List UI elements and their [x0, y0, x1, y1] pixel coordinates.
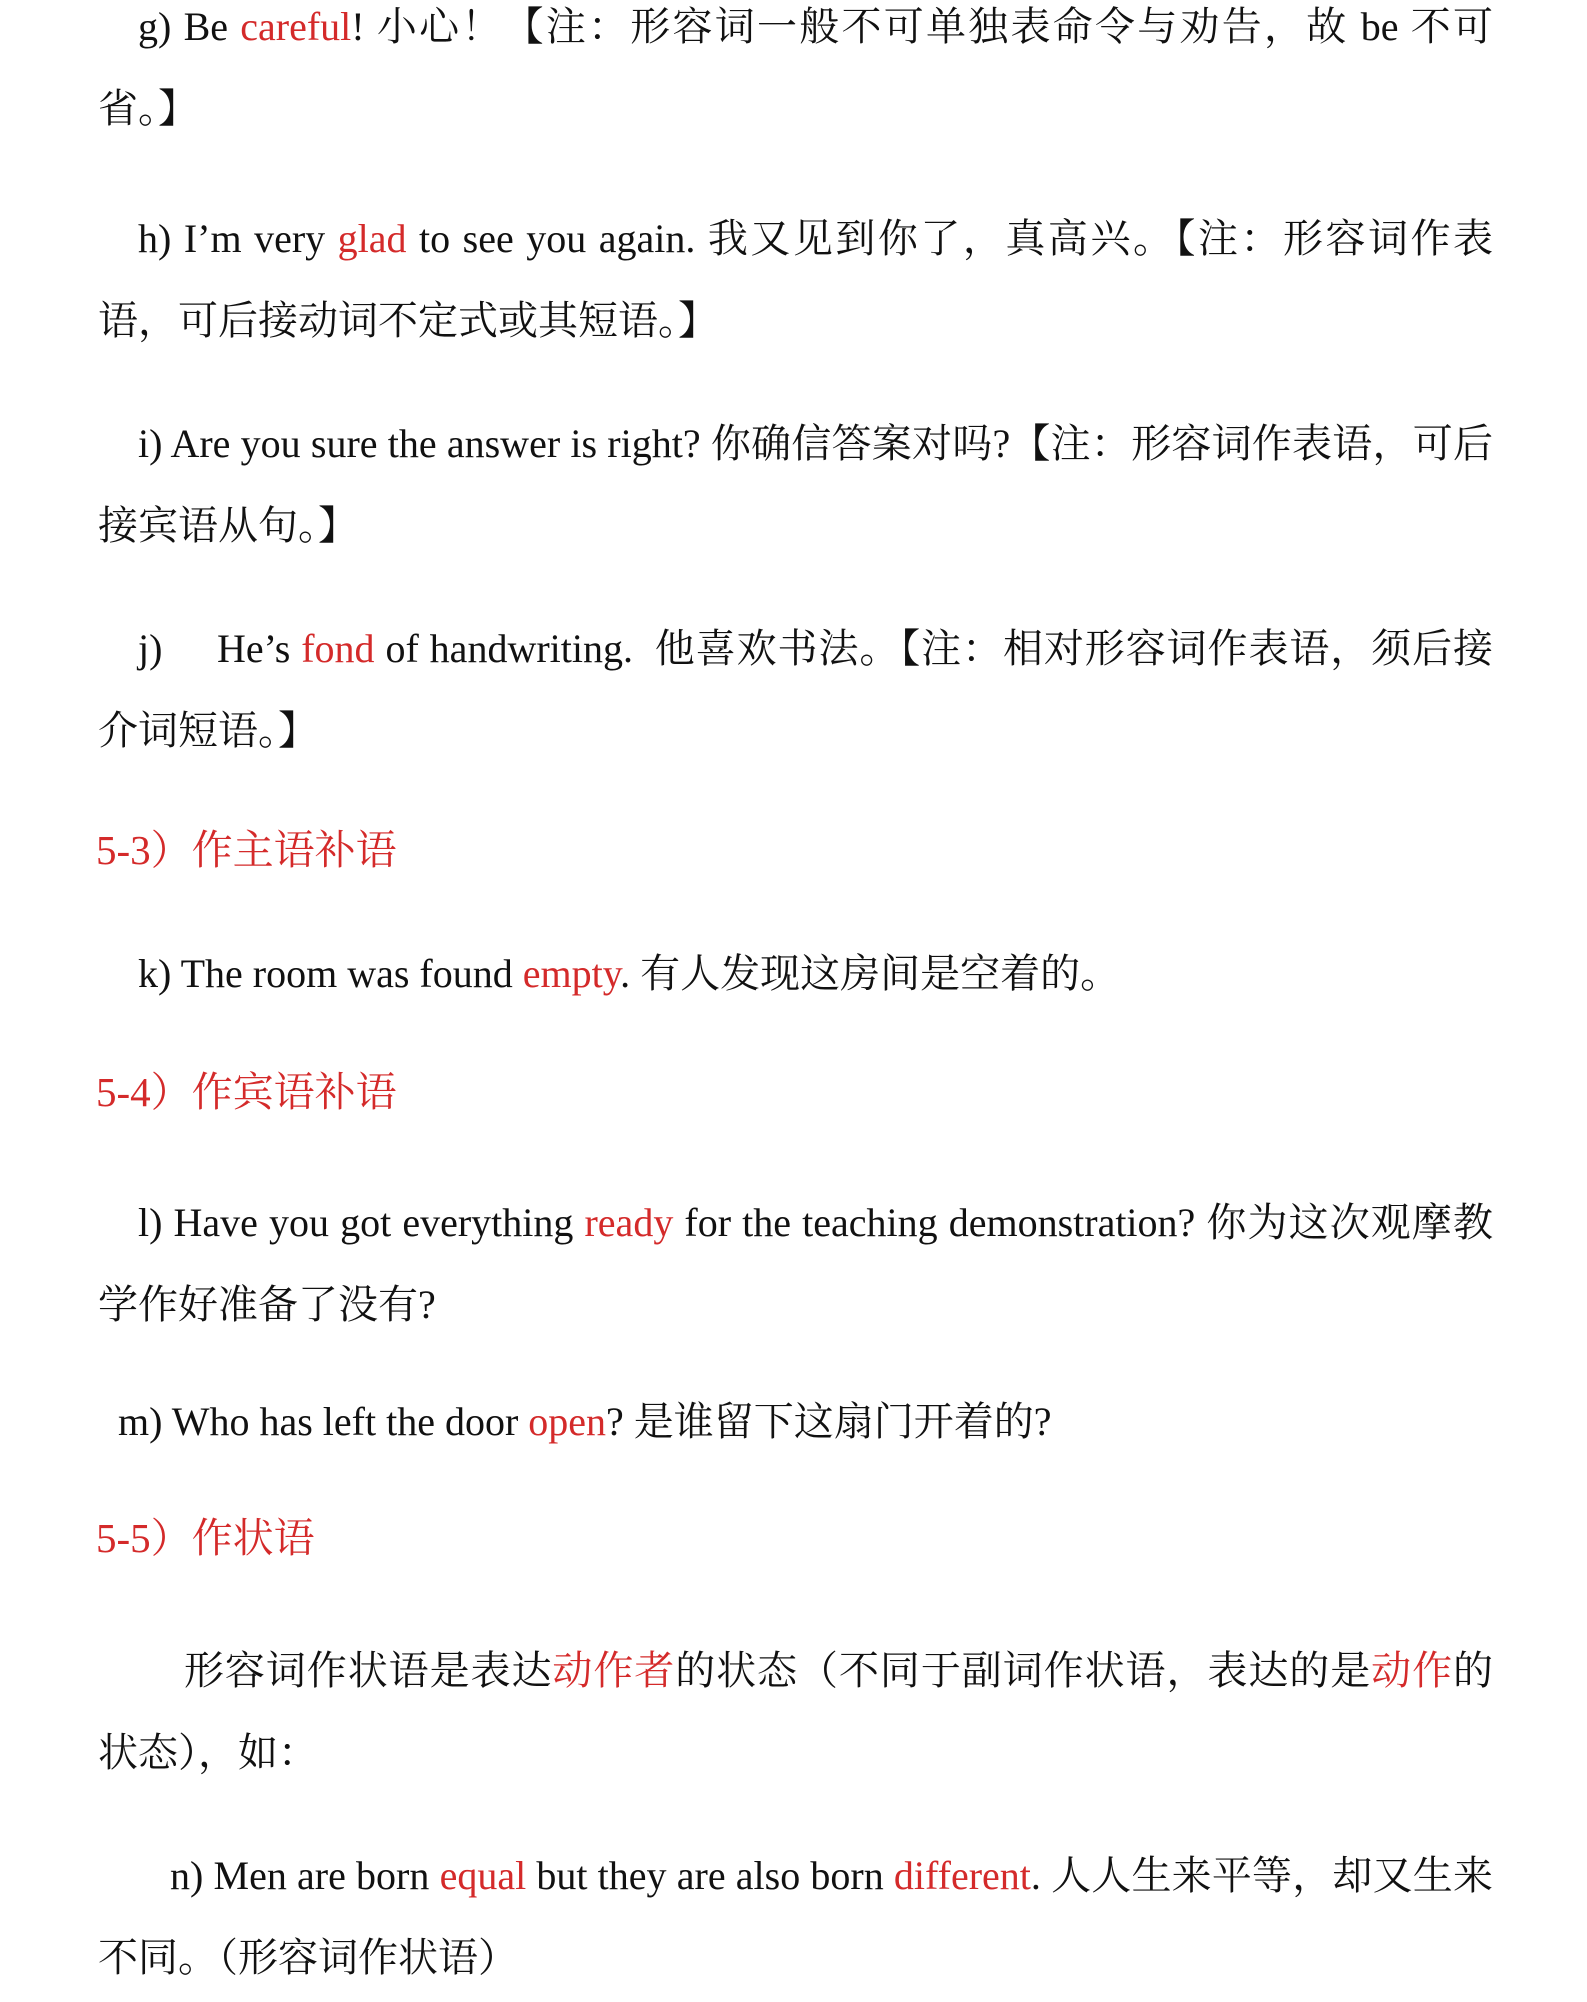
example-h — [98, 198, 1493, 362]
example-g — [98, 0, 1493, 150]
example-n-highlight2: different — [893, 1853, 1031, 1898]
adverbial-intro-part3: 的状态），如： — [98, 1648, 1494, 1775]
heading-5-3: 5-3）作主语补语 — [96, 827, 397, 873]
example-n — [98, 1835, 1493, 1999]
example-i — [98, 403, 1493, 567]
example-l — [98, 1182, 1493, 1346]
example-m — [118, 1392, 1052, 1452]
example-n-label: n) Men are born — [170, 1853, 440, 1898]
example-m-highlight: open — [528, 1399, 607, 1444]
example-j-rest: of handwriting. 他喜欢书法。【注：相对形容词作表语，须后接介词短语。】 — [98, 626, 1493, 753]
heading-5-5: 5-5）作状语 — [96, 1515, 315, 1561]
example-h-label: h) I’m very — [138, 216, 338, 261]
example-n-highlight1: equal — [439, 1853, 527, 1898]
example-g-highlight: careful — [240, 4, 352, 49]
example-g-label: g) Be — [138, 4, 241, 49]
example-k-highlight: empty — [522, 951, 621, 996]
example-l-rest: for the teaching demonstration? 你为这次观摩教学作好准备了没有? — [98, 1200, 1493, 1327]
example-k-rest: . 有人发现这房间是空着的。 — [620, 951, 1121, 996]
example-k — [138, 944, 1120, 1004]
example-h-rest: to see you again. 我又见到你了，真高兴。【注：形容词作表语，可后接动词不定式或其短语。】 — [98, 216, 1493, 343]
heading-5-4: 5-4）作宾语补语 — [96, 1069, 397, 1115]
example-j-highlight: fond — [301, 626, 375, 671]
example-m-rest: ? 是谁留下这扇门开着的? — [606, 1399, 1052, 1444]
example-m-label: m) Who has left the door — [118, 1399, 529, 1444]
example-j — [98, 608, 1493, 772]
adverbial-intro-part2: 的状态（不同于副词作状语，表达的是 — [675, 1648, 1372, 1693]
adverbial-intro — [98, 1630, 1493, 1794]
example-n-rest: . 人人生来平等，却又生来不同。（形容词作状语） — [98, 1853, 1494, 1980]
adverbial-intro-part1: 形容词作状语是表达 — [184, 1648, 553, 1693]
example-l-highlight: ready — [584, 1200, 674, 1245]
example-k-label: k) The room was found — [138, 951, 523, 996]
example-l-label: l) Have you got everything — [138, 1200, 585, 1245]
example-g-rest: ! 小心！【注：形容词一般不可单独表命令与劝告，故 be 不可省。】 — [98, 4, 1493, 131]
example-h-highlight: glad — [337, 216, 407, 261]
example-n-middle: but they are also born — [526, 1853, 894, 1898]
adverbial-intro-highlight1: 动作者 — [552, 1648, 676, 1693]
adverbial-intro-highlight2: 动作 — [1371, 1648, 1454, 1693]
example-i-text: i) Are you sure the answer is right? 你确信答案对吗?【注：形容词作表语，可后接宾语从句。】 — [98, 421, 1493, 548]
example-j-label: j) He’s — [138, 626, 302, 671]
